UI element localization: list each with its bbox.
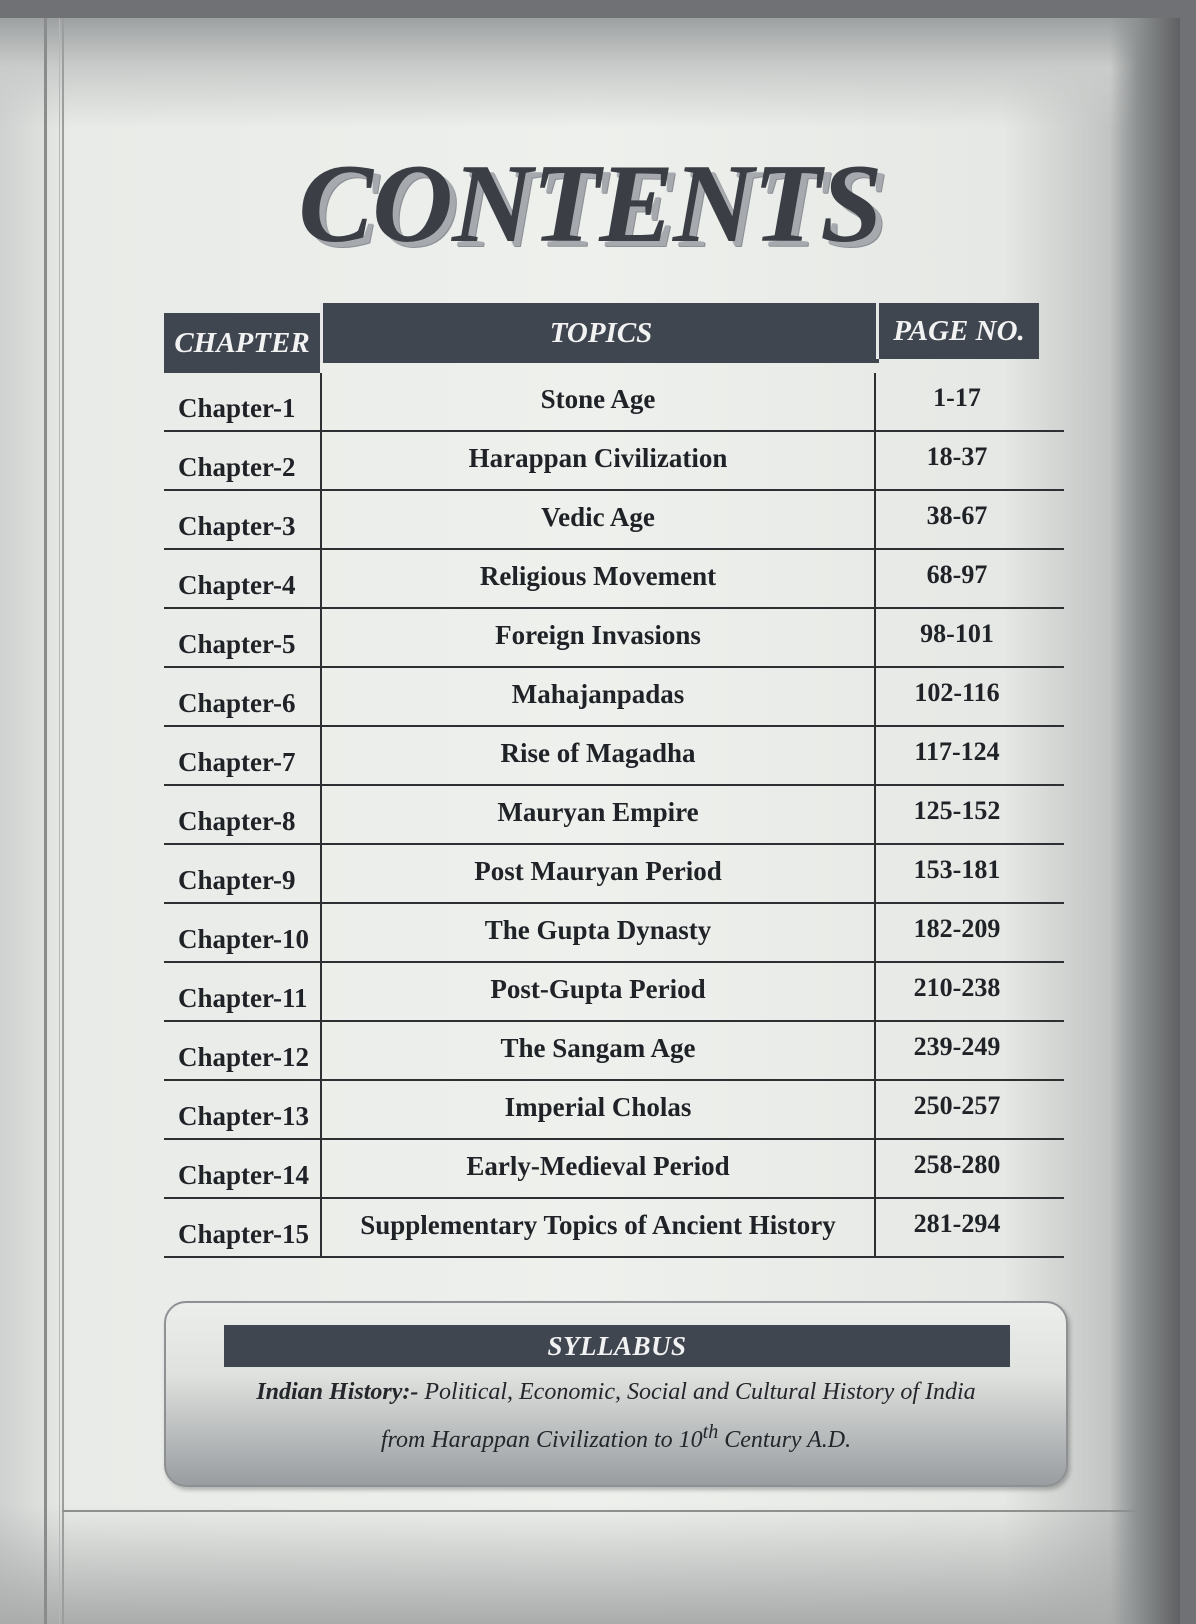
syllabus-heading: SYLLABUS <box>224 1325 1010 1367</box>
page-range-cell: 258-280 <box>913 1149 1001 1179</box>
page-range-cell: 125-152 <box>913 795 1001 825</box>
syllabus-line-2 <box>166 1421 1066 1454</box>
page-range-cell: 281-294 <box>913 1208 1001 1238</box>
syllabus-description: Political, Economic, Social and Cultural History of India <box>418 1379 976 1405</box>
chapter-cell: Chapter-2 <box>178 452 296 482</box>
topic-cell: Rise of Magadha <box>320 727 876 784</box>
page-range-cell: 239-249 <box>913 1031 1001 1061</box>
syllabus-superscript: th <box>702 1421 719 1443</box>
topic-cell: Imperial Cholas <box>320 1081 876 1138</box>
syllabus-line-1 <box>166 1379 1066 1406</box>
chapter-cell: Chapter-11 <box>178 983 308 1013</box>
page-range-cell: 38-67 <box>926 500 988 530</box>
page-range-cell: 68-97 <box>926 559 988 589</box>
table-body <box>164 373 1064 1258</box>
page-bottom-shadow <box>0 1504 1180 1624</box>
header-topics: TOPICS <box>320 303 879 363</box>
topic-cell: Early-Medieval Period <box>320 1140 876 1197</box>
topic-cell: Religious Movement <box>320 550 876 607</box>
chapter-cell: Chapter-7 <box>178 747 296 777</box>
table-row <box>164 1140 1064 1199</box>
page-top-shadow <box>0 18 1180 128</box>
table-row <box>164 1199 1064 1258</box>
page-range-cell: 18-37 <box>926 441 988 471</box>
table-row <box>164 845 1064 904</box>
table-row <box>164 904 1064 963</box>
table-row <box>164 1022 1064 1081</box>
page-range-cell: 153-181 <box>913 854 1001 884</box>
table-header <box>164 303 1064 373</box>
table-row <box>164 491 1064 550</box>
header-page-no: PAGE NO. <box>876 303 1039 359</box>
topic-cell: Mauryan Empire <box>320 786 876 843</box>
chapter-cell: Chapter-4 <box>178 570 296 600</box>
table-row <box>164 373 1064 432</box>
chapter-cell: Chapter-14 <box>178 1160 309 1190</box>
page-range-cell: 210-238 <box>913 972 1001 1002</box>
topic-cell: Mahajanpadas <box>320 668 876 725</box>
table-row <box>164 963 1064 1022</box>
chapter-cell: Chapter-3 <box>178 511 296 541</box>
chapter-cell: Chapter-1 <box>178 393 296 423</box>
table-row <box>164 786 1064 845</box>
table-row <box>164 1081 1064 1140</box>
topic-cell: Supplementary Topics of Ancient History <box>320 1199 876 1256</box>
topic-cell: Post-Gupta Period <box>320 963 876 1020</box>
book-page <box>0 18 1180 1624</box>
page-range-cell: 117-124 <box>914 736 1000 766</box>
topic-cell: Vedic Age <box>320 491 876 548</box>
page-range-cell: 1-17 <box>933 382 981 412</box>
topic-cell: The Gupta Dynasty <box>320 904 876 961</box>
syllabus-range-end: Century A.D. <box>718 1427 852 1453</box>
syllabus-box <box>164 1301 1068 1487</box>
table-row <box>164 668 1064 727</box>
syllabus-range: from Harappan Civilization to 10 <box>380 1427 703 1453</box>
syllabus-subject: Indian History:- <box>256 1379 419 1405</box>
contents-table <box>164 303 1064 1258</box>
page-title: CONTENTS <box>298 142 882 266</box>
bottom-rule <box>62 1510 1150 1512</box>
table-row <box>164 550 1064 609</box>
page-range-cell: 98-101 <box>920 618 994 648</box>
chapter-cell: Chapter-6 <box>178 688 296 718</box>
topic-cell: The Sangam Age <box>320 1022 876 1079</box>
topic-cell: Foreign Invasions <box>320 609 876 666</box>
chapter-cell: Chapter-8 <box>178 806 296 836</box>
topic-cell: Harappan Civilization <box>320 432 876 489</box>
chapter-cell: Chapter-10 <box>178 924 309 954</box>
chapter-cell: Chapter-15 <box>178 1219 309 1249</box>
chapter-cell: Chapter-12 <box>178 1042 309 1072</box>
table-row <box>164 432 1064 491</box>
page-range-cell: 250-257 <box>913 1090 1001 1120</box>
chapter-cell: Chapter-5 <box>178 629 296 659</box>
page-range-cell: 102-116 <box>914 677 1000 707</box>
topic-cell: Stone Age <box>320 373 876 430</box>
chapter-cell: Chapter-9 <box>178 865 296 895</box>
table-row <box>164 727 1064 786</box>
header-chapter: CHAPTER <box>164 313 320 373</box>
table-row <box>164 609 1064 668</box>
chapter-cell: Chapter-13 <box>178 1101 309 1131</box>
topic-cell: Post Mauryan Period <box>320 845 876 902</box>
page-range-cell: 182-209 <box>913 913 1001 943</box>
